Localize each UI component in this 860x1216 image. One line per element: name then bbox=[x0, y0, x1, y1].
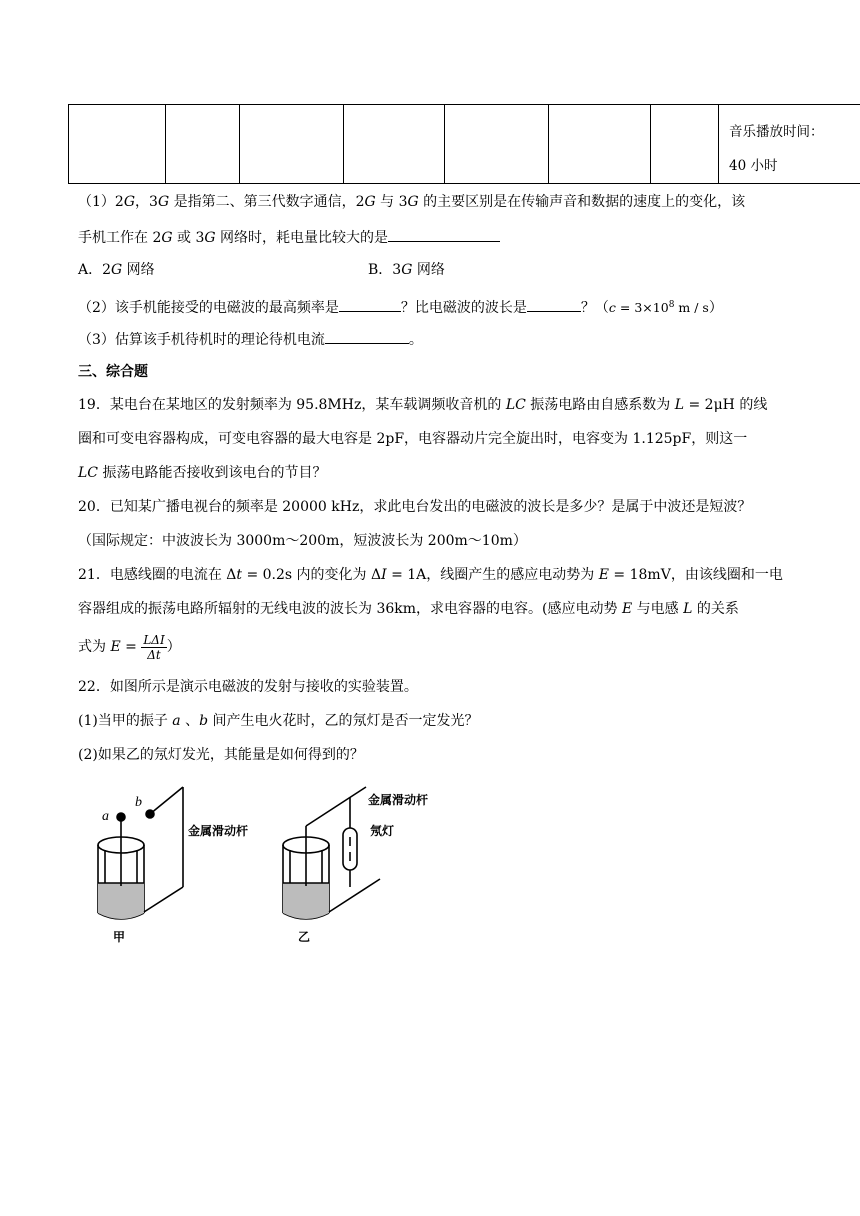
q19-line1: 19．某电台在某地区的发射频率为 95.8MHz，某车载调频收音机的 LC 振荡电路由自感系数为 L = 2μH 的线 bbox=[78, 397, 768, 413]
caption-left: 甲 bbox=[113, 930, 126, 944]
neon-lamp bbox=[343, 828, 357, 870]
answer-blank[interactable] bbox=[388, 227, 500, 242]
receiver-apparatus bbox=[283, 787, 380, 919]
q18-part3: （3）估算该手机待机时的理论待机电流 。 bbox=[78, 329, 423, 350]
q21-line1: 21．电感线圈的电流在 Δt = 0.2s 内的变化为 ΔI = 1A，线圈产生的感应电动势为 E = 18mV，由该线圈和一电 bbox=[78, 567, 783, 583]
answer-blank[interactable] bbox=[339, 297, 401, 312]
q22-line1: 22．如图所示是演示电磁波的发射与接收的实验装置。 bbox=[78, 679, 418, 695]
music-time-value: 40 小时 bbox=[729, 158, 778, 174]
q19-line3: LC 振荡电路能否接收到该电台的节目？ bbox=[78, 465, 327, 481]
q22-line3: (2)如果乙的氖灯发光，其能量是如何得到的？ bbox=[78, 747, 364, 763]
spec-table bbox=[68, 104, 860, 184]
table-cell bbox=[166, 105, 240, 184]
neon-label: 氖灯 bbox=[370, 824, 395, 838]
q18-option-a: A．2G 网络 bbox=[78, 262, 155, 278]
rod-label-left: 金属滑动杆 bbox=[188, 824, 249, 838]
q18-part1-line2: 手机工作在 2G 或 3G 网络时，耗电量比较大的是 bbox=[78, 227, 500, 248]
q21-line2: 容器组成的振荡电路所辐射的无线电波的波长为 36km，求电容器的电容。(感应电动势 E 与电感 L 的关系 bbox=[78, 601, 739, 617]
q18-option-b: B．3G 网络 bbox=[368, 262, 445, 278]
music-time-label: 音乐播放时间： bbox=[729, 124, 824, 140]
table-cell-music-time bbox=[719, 105, 860, 184]
answer-blank[interactable] bbox=[325, 329, 409, 344]
formula-fraction: $\frac{\text{LΔI}}{\Delta t}$ bbox=[143, 632, 165, 662]
rod-label-right: 金属滑动杆 bbox=[368, 793, 429, 807]
answer-blank[interactable] bbox=[527, 297, 581, 312]
table-cell bbox=[549, 105, 651, 184]
label-a: a bbox=[102, 809, 109, 824]
table-cell bbox=[240, 105, 344, 184]
caption-right: 乙 bbox=[298, 930, 311, 944]
section-title: 三、综合题 bbox=[78, 364, 148, 380]
q20-line1: 20．已知某广播电视台的频率是 20000 kHz，求此电台发出的电磁波的波长是多少？是属于中波还是短波？ bbox=[78, 499, 752, 515]
q19-line2: 圈和可变电容器构成，可变电容器的最大电容是 2pF，电容器动片完全旋出时，电容变为 1.125pF，则这一 bbox=[78, 431, 748, 447]
table-cell bbox=[69, 105, 166, 184]
label-b: b bbox=[135, 795, 142, 810]
table-cell bbox=[651, 105, 719, 184]
q21-line3: 式为 E = $\frac{\text{LΔI}}{\Delta t}$ ） bbox=[78, 632, 181, 662]
q20-line2: （国际规定：中波波长为 3000m～200m，短波波长为 200m～10m） bbox=[78, 533, 527, 549]
table-cell bbox=[344, 105, 445, 184]
table-row bbox=[69, 105, 860, 184]
q18-part2: （2）该手机能接受的电磁波的最高频率是 ？比电磁波的波长是 ？（$c = 3\times 10^8$ m / s） bbox=[78, 295, 723, 318]
q18-part1-line1: （1）2G，3G 是指第二、第三代数字通信，2G 与 3G 的主要区别是在传输声音和数据的速度上的变化，该 bbox=[78, 194, 746, 210]
q22-line2: (1)当甲的振子 a 、b 间产生电火花时，乙的氖灯是否一定发光？ bbox=[78, 713, 479, 729]
table-cell bbox=[445, 105, 549, 184]
em-wave-apparatus-figure bbox=[88, 780, 468, 950]
